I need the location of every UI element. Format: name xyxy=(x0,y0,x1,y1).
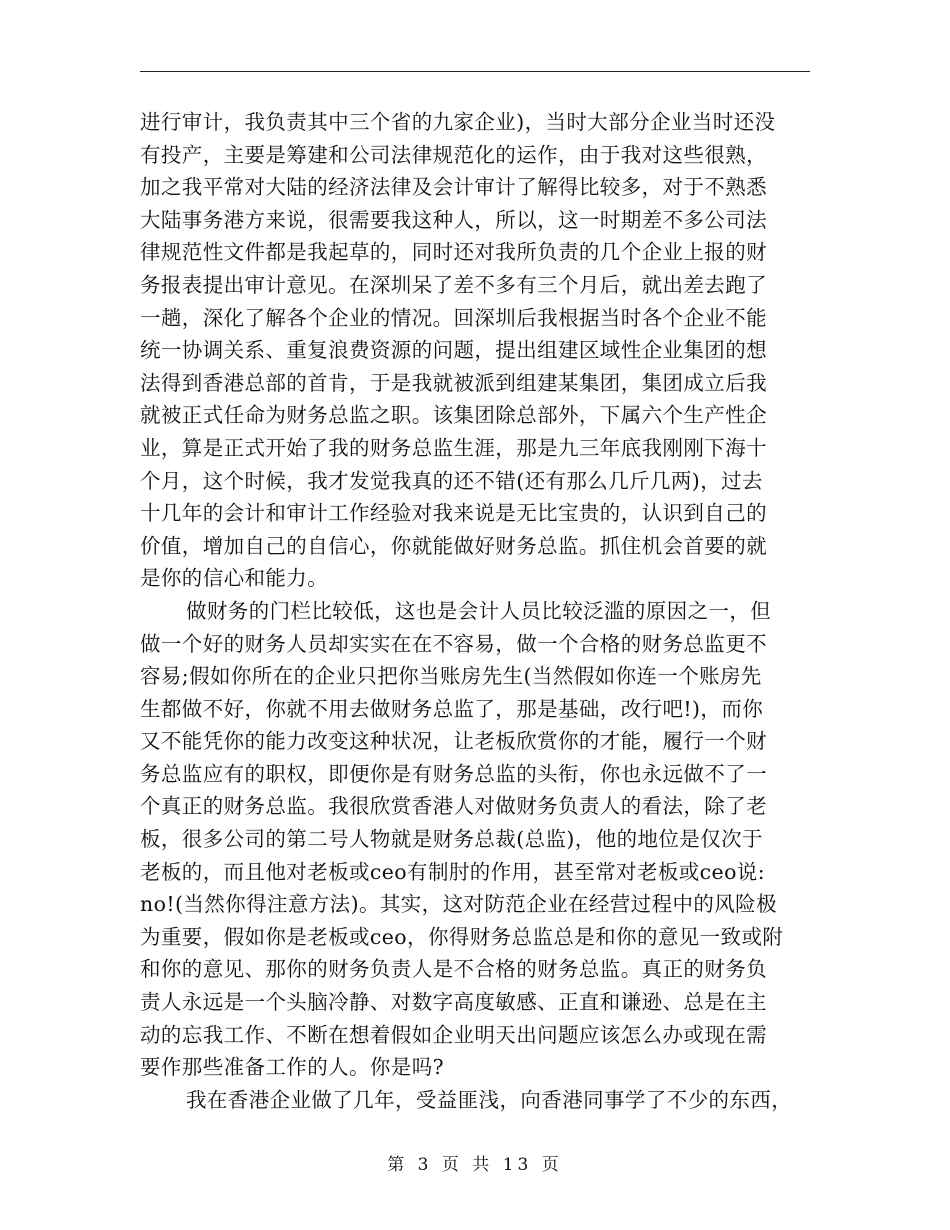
paragraph xyxy=(140,106,810,595)
text-line: 为重要，假如你是老板或ceo，你得财务总监总是和你的意见一致或附 xyxy=(140,924,784,949)
text-line: 大陆事务港方来说，很需要我这种人，所以，这一时期差不多公司法 xyxy=(140,207,767,232)
paragraph xyxy=(140,1084,810,1117)
text-line: 做一个好的财务人员却实实在在不容易，做一个合格的财务总监更不 xyxy=(140,631,767,656)
text-line: 价值，增加自己的自信心，你就能做好财务总监。抓住机会首要的就 xyxy=(140,533,767,558)
text-line: 责人永远是一个头脑冷静、对数字高度敏感、正直和谦逊、总是在主 xyxy=(140,990,767,1015)
text-line: 进行审计，我负责其中三个省的九家企业)，当时大部分企业当时还没 xyxy=(140,110,776,134)
text-line: 我在香港企业做了几年，受益匪浅，向香港同事学了不少的东西， xyxy=(186,1087,793,1112)
text-line: 板，很多公司的第二号人物就是财务总裁(总监)，他的地位是仅次于 xyxy=(140,827,763,852)
text-line: 又不能凭你的能力改变这种状况，让老板欣赏你的才能，履行一个财 xyxy=(140,729,767,754)
header-rule xyxy=(140,71,810,72)
text-line: 有投产，主要是筹建和公司法律规范化的运作，由于我对这些很熟， xyxy=(140,142,767,167)
text-line: 老板的，而且他对老板或ceo有制肘的作用，甚至常对老板或ceo说: xyxy=(140,859,766,884)
text-line: 法得到香港总部的首肯，于是我就被派到组建某集团，集团成立后我 xyxy=(140,370,767,395)
page-number-footer: 第 3 页 共 13 页 xyxy=(387,1155,563,1175)
text-line: 十几年的会计和审计工作经验对我来说是无比宝贵的，认识到自己的 xyxy=(140,501,767,526)
text-line: no!(当然你得注意方法)。其实，这对防范企业在经营过程中的风险极 xyxy=(140,892,777,917)
text-line: 动的忘我工作、不断在想着假如企业明天出问题应该怎么办或现在需 xyxy=(140,1022,767,1047)
text-line: 务总监应有的职权，即便你是有财务总监的头衔，你也永远做不了一 xyxy=(140,761,767,786)
text-line: 做财务的门栏比较低，这也是会计人员比较泛滥的原因之一，但 xyxy=(186,598,772,623)
text-line: 是你的信心和能力。 xyxy=(140,566,329,591)
text-line: 业，算是正式开始了我的财务总监生涯，那是九三年底我刚刚下海十 xyxy=(140,435,767,460)
text-line: 生都做不好，你就不用去做财务总监了，那是基础，改行吧!)，而你 xyxy=(140,696,764,721)
text-line: 律规范性文件都是我起草的，同时还对我所负责的几个企业上报的财 xyxy=(140,240,767,265)
text-line: 加之我平常对大陆的经济法律及会计审计了解得比较多，对于不熟悉 xyxy=(140,175,767,200)
paragraph xyxy=(140,595,810,1084)
document-body xyxy=(140,106,810,1116)
text-line: 和你的意见、那你的财务负责人是不合格的财务总监。真正的财务负 xyxy=(140,957,767,982)
text-line: 一趟，深化了解各个企业的情况。回深圳后我根据当时各个企业不能 xyxy=(140,305,767,330)
text-line: 个真正的财务总监。我很欣赏香港人对做财务负责人的看法，除了老 xyxy=(140,794,767,819)
text-line: 就被正式任命为财务总监之职。该集团除总部外，下属六个生产性企 xyxy=(140,403,767,428)
text-line: 统一协调关系、重复浪费资源的问题，提出组建区域性企业集团的想 xyxy=(140,338,767,363)
text-line: 个月，这个时候，我才发觉我真的还不错(还有那么几斤几两)，过去 xyxy=(140,468,763,493)
text-line: 要作那些准备工作的人。你是吗? xyxy=(140,1055,444,1080)
text-line: 务报表提出审计意见。在深圳呆了差不多有三个月后，就出差去跑了 xyxy=(140,272,767,297)
text-line: 容易;假如你所在的企业只把你当账房先生(当然假如你连一个账房先 xyxy=(140,664,762,689)
